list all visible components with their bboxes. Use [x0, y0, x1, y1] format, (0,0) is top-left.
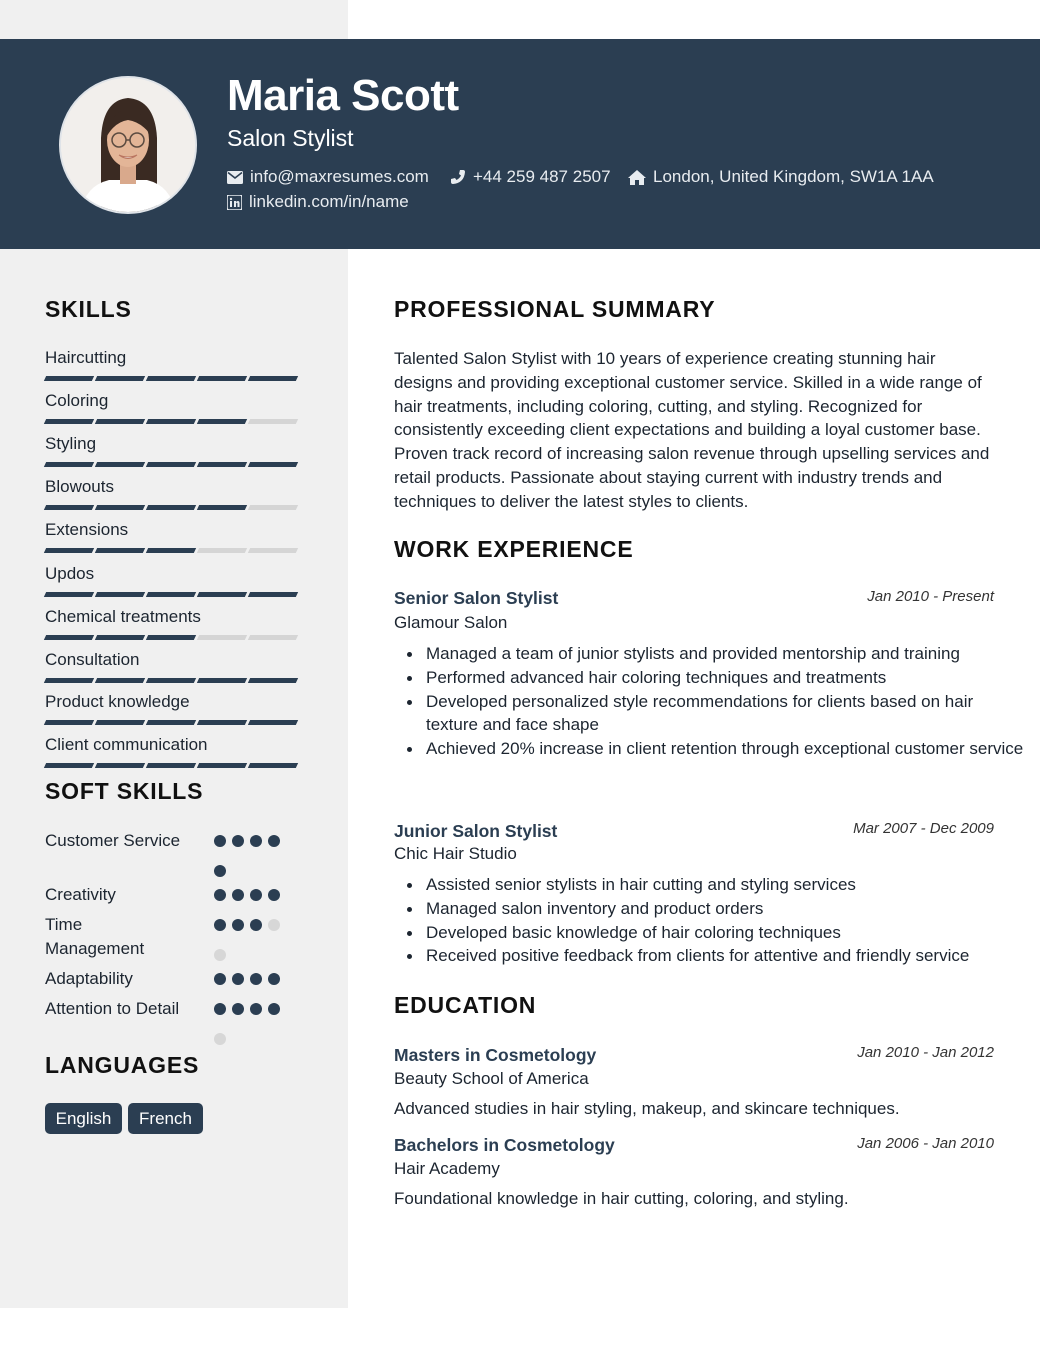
rating-segment: [248, 548, 298, 553]
rating-segment: [44, 635, 94, 640]
rating-dot: [232, 1003, 244, 1015]
rating-dot: [250, 973, 262, 985]
rating-segment: [44, 592, 94, 597]
contact-phone[interactable]: [450, 167, 611, 187]
rating-segment: [197, 592, 247, 597]
profile-photo: [59, 76, 197, 214]
soft-skills-heading: SOFT SKILLS: [45, 778, 204, 804]
rating-segment: [248, 635, 298, 640]
rating-dot: [232, 835, 244, 847]
skill-item: [45, 432, 305, 467]
rating-segment: [146, 376, 196, 381]
soft-skill-rating: [214, 973, 290, 1003]
summary-heading: PROFESSIONAL SUMMARY: [394, 296, 716, 322]
rating-segment: [197, 462, 247, 467]
skill-rating-bar: [45, 763, 305, 768]
rating-segment: [95, 678, 145, 683]
rating-dot: [232, 889, 244, 901]
skill-rating-bar: [45, 635, 305, 640]
soft-skill-rating: [214, 1003, 290, 1063]
soft-skill-rating: [214, 919, 290, 979]
skill-item: [45, 562, 305, 597]
language-badge: English: [45, 1103, 122, 1134]
rating-dot: [250, 889, 262, 901]
skill-name: Extensions: [45, 520, 129, 539]
rating-segment: [44, 505, 94, 510]
skill-rating-bar: [45, 548, 305, 553]
language-badge: French: [128, 1103, 203, 1134]
education-degree: Bachelors in Cosmetology: [394, 1135, 615, 1155]
rating-segment: [146, 635, 196, 640]
rating-segment: [44, 419, 94, 424]
rating-segment: [95, 376, 145, 381]
contact-linkedin-text: linkedin.com/in/name: [249, 192, 409, 211]
rating-segment: [146, 720, 196, 725]
experience-heading: WORK EXPERIENCE: [394, 536, 634, 562]
rating-segment: [44, 376, 94, 381]
rating-segment: [197, 720, 247, 725]
skill-item: [45, 389, 305, 424]
languages-heading: LANGUAGES: [45, 1052, 200, 1078]
skill-name: Blowouts: [45, 477, 114, 496]
rating-dot: [214, 865, 226, 877]
candidate-title: Salon Stylist: [227, 125, 354, 151]
rating-segment: [146, 678, 196, 683]
rating-segment: [95, 505, 145, 510]
rating-dot: [214, 1003, 226, 1015]
contact-email[interactable]: [227, 167, 429, 187]
skill-item: [45, 648, 305, 683]
rating-segment: [44, 462, 94, 467]
rating-dot: [214, 949, 226, 961]
skill-name: Styling: [45, 434, 97, 453]
rating-segment: [197, 505, 247, 510]
rating-segment: [146, 505, 196, 510]
soft-skill-name: Creativity: [45, 885, 116, 904]
skill-name: Updos: [45, 564, 95, 583]
resume-header: [0, 39, 1040, 249]
skill-name: Haircutting: [45, 348, 127, 367]
job-title: Senior Salon Stylist: [394, 588, 559, 608]
rating-segment: [197, 548, 247, 553]
education-heading: EDUCATION: [394, 992, 537, 1018]
contact-phone-text: +44 259 487 2507: [473, 167, 611, 186]
rating-segment: [44, 678, 94, 683]
envelope-icon: [227, 171, 243, 184]
job-bullet: Performed advanced hair coloring techniques and treatments: [426, 666, 1026, 690]
soft-skill-name: Adaptability: [45, 969, 133, 988]
home-icon: [628, 170, 646, 185]
job-bullet: Managed salon inventory and product orders: [426, 897, 1026, 921]
rating-dot: [268, 1003, 280, 1015]
education-degree: Masters in Cosmetology: [394, 1045, 597, 1065]
education-school: Hair Academy: [394, 1159, 500, 1178]
soft-skill-rating: [214, 889, 290, 919]
skill-rating-bar: [45, 419, 305, 424]
rating-segment: [197, 763, 247, 768]
rating-dot: [232, 919, 244, 931]
rating-segment: [197, 635, 247, 640]
contact-linkedin[interactable]: [227, 192, 409, 212]
skill-name: Client communication: [45, 735, 208, 754]
skill-name: Coloring: [45, 391, 109, 410]
rating-dot: [268, 835, 280, 847]
job-dates: Jan 2010 - Present: [867, 588, 994, 605]
rating-dot: [250, 1003, 262, 1015]
rating-segment: [95, 592, 145, 597]
contact-address: [628, 167, 934, 187]
rating-segment: [197, 678, 247, 683]
skill-item: [45, 475, 305, 510]
rating-segment: [44, 763, 94, 768]
rating-dot: [268, 889, 280, 901]
rating-segment: [44, 720, 94, 725]
rating-segment: [197, 376, 247, 381]
job-bullet: Achieved 20% increase in client retention through exceptional customer service: [426, 737, 1026, 761]
soft-skill-name: Customer Service: [45, 831, 181, 850]
education-dates: Jan 2010 - Jan 2012: [857, 1044, 994, 1061]
job-company: Chic Hair Studio: [394, 844, 517, 863]
skill-rating-bar: [45, 462, 305, 467]
summary-text: Talented Salon Stylist with 10 years of experience creating stunning hair designs and providing exceptional customer service. Skilled in a wide range of hair treatments, including coloring, cutting, and styling. Recognized for consistently exceeding client expectations and building a loyal customer base. Proven track record of increasing salon revenue through upselling services and retail products. Passionate about staying current with industry trends and techniques to deliver the latest styles to clients.: [394, 349, 990, 511]
skill-item: [45, 346, 305, 381]
skill-item: [45, 605, 305, 640]
rating-segment: [248, 763, 298, 768]
job-bullet: Managed a team of junior stylists and provided mentorship and training: [426, 642, 1026, 666]
rating-segment: [248, 376, 298, 381]
rating-dot: [268, 919, 280, 931]
rating-segment: [197, 419, 247, 424]
rating-dot: [268, 973, 280, 985]
contact-email-text: info@maxresumes.com: [250, 167, 429, 186]
job-title: Junior Salon Stylist: [394, 821, 558, 841]
job-bullet: Developed personalized style recommendations for clients based on hair texture and face shape: [426, 690, 1026, 738]
rating-segment: [146, 548, 196, 553]
skills-heading: SKILLS: [45, 296, 132, 322]
skill-item: [45, 518, 305, 553]
job-bullets: [394, 642, 1026, 761]
rating-segment: [248, 462, 298, 467]
rating-segment: [248, 419, 298, 424]
rating-segment: [146, 763, 196, 768]
rating-dot: [214, 835, 226, 847]
skill-item: [45, 690, 305, 725]
soft-skill-name: Time Management: [45, 915, 145, 958]
rating-segment: [248, 505, 298, 510]
linkedin-icon: [227, 195, 242, 210]
skill-rating-bar: [45, 505, 305, 510]
education-description: Advanced studies in hair styling, makeup, and skincare techniques.: [394, 1099, 900, 1118]
rating-dot: [214, 919, 226, 931]
job-dates: Mar 2007 - Dec 2009: [853, 820, 994, 837]
rating-segment: [146, 592, 196, 597]
rating-segment: [95, 635, 145, 640]
rating-segment: [248, 720, 298, 725]
job-bullet: Received positive feedback from clients for attentive and friendly service: [426, 944, 1026, 968]
skill-name: Chemical treatments: [45, 607, 201, 626]
rating-dot: [250, 835, 262, 847]
skill-rating-bar: [45, 678, 305, 683]
skill-item: [45, 733, 305, 768]
rating-segment: [95, 419, 145, 424]
job-bullets: [394, 873, 1026, 968]
job-bullet: Assisted senior stylists in hair cutting and styling services: [426, 873, 1026, 897]
job-company: Glamour Salon: [394, 613, 508, 632]
rating-segment: [95, 548, 145, 553]
rating-dot: [214, 889, 226, 901]
rating-segment: [146, 462, 196, 467]
soft-skill-rating: [214, 835, 290, 895]
rating-segment: [95, 462, 145, 467]
education-description: Foundational knowledge in hair cutting, coloring, and styling.: [394, 1189, 849, 1208]
skill-rating-bar: [45, 720, 305, 725]
rating-segment: [248, 678, 298, 683]
phone-icon: [450, 169, 466, 185]
education-dates: Jan 2006 - Jan 2010: [857, 1135, 994, 1152]
rating-segment: [95, 720, 145, 725]
rating-segment: [44, 548, 94, 553]
job-bullet: Developed basic knowledge of hair coloring techniques: [426, 921, 1026, 945]
candidate-name: Maria Scott: [227, 71, 459, 120]
soft-skill-name: Attention to Detail: [45, 999, 180, 1018]
rating-segment: [95, 763, 145, 768]
rating-segment: [146, 419, 196, 424]
rating-dot: [214, 1033, 226, 1045]
rating-dot: [232, 973, 244, 985]
contact-address-text: London, United Kingdom, SW1A 1AA: [653, 167, 934, 186]
rating-dot: [250, 919, 262, 931]
rating-segment: [248, 592, 298, 597]
education-school: Beauty School of America: [394, 1069, 589, 1088]
skill-rating-bar: [45, 376, 305, 381]
skill-name: Product knowledge: [45, 692, 190, 711]
skill-name: Consultation: [45, 650, 140, 669]
rating-dot: [214, 973, 226, 985]
skill-rating-bar: [45, 592, 305, 597]
